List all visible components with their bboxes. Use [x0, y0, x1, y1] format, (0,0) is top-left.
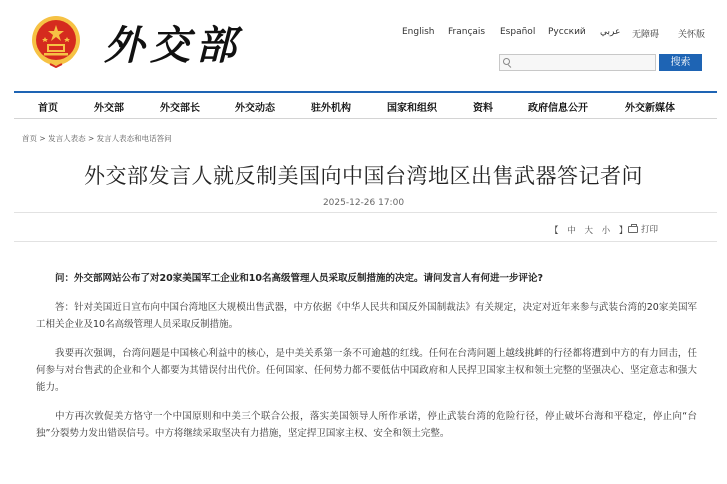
nav-item-minister[interactable]: 外交部长 — [160, 103, 200, 114]
breadcrumb — [22, 133, 172, 144]
lang-english[interactable]: English — [402, 27, 435, 37]
lang-russian[interactable]: Русский — [548, 27, 586, 37]
lang-arabic[interactable]: عربي — [600, 27, 621, 37]
breadcrumb-home[interactable]: 首页 — [22, 134, 37, 143]
nav-item-new-media[interactable]: 外交新媒体 — [625, 103, 675, 114]
article-body — [36, 270, 697, 454]
article-paragraph: 答：针对美国近日宣布向中国台湾地区大规模出售武器，中方依据《中华人民共和国反外国制裁法》有关规定，决定对近年来参与武装台湾的20家美国军工相关企业及10名高级管理人员采取反制措施。 — [36, 302, 697, 330]
font-size-large[interactable]: 中 — [567, 226, 576, 236]
printer-icon — [628, 226, 638, 233]
search-input[interactable] — [514, 61, 654, 76]
lang-spanish[interactable]: Español — [500, 27, 536, 37]
divider — [14, 241, 717, 242]
search-icon — [503, 58, 510, 65]
breadcrumb-spokesperson[interactable]: 发言人表态 — [48, 134, 86, 143]
breadcrumb-separator: > — [39, 134, 46, 143]
language-links — [0, 27, 727, 41]
publish-date: 2025-12-26 17:00 — [322, 198, 405, 208]
site-logo-text[interactable]: 外交部 — [104, 22, 242, 69]
search-box — [499, 54, 656, 71]
print-button[interactable] — [628, 223, 658, 235]
search-button[interactable]: 搜索 — [659, 54, 702, 71]
nav-bottom-border — [14, 118, 717, 119]
nav-item-gov-info[interactable]: 政府信息公开 — [528, 103, 588, 114]
breadcrumb-separator: > — [87, 134, 95, 143]
nav-item-diplomatic-news[interactable]: 外交动态 — [235, 103, 275, 114]
national-emblem-icon — [30, 14, 82, 68]
font-size-small[interactable]: 小 — [601, 226, 611, 236]
font-size-switcher — [547, 224, 630, 236]
nav-item-ministry[interactable]: 外交部 — [94, 103, 124, 114]
breadcrumb-current[interactable]: 发言人表态和电话答问 — [96, 134, 172, 143]
bracket-close: 】 — [618, 226, 628, 236]
lang-french[interactable]: Français — [448, 27, 486, 37]
nav-item-countries[interactable]: 国家和组织 — [387, 103, 437, 114]
article-question: 问：外交部网站公布了对20家美国军工企业和10名高级管理人员采取反制措施的决定。请问发言人有何进一步评论? — [55, 273, 543, 284]
article-paragraph: 我要再次强调，台湾问题是中国核心利益中的核心，是中美关系第一条不可逾越的红线。任何在台湾问题上越线挑衅的行径都将遭到中方的有力回击，任何参与对台售武的企业和个人都要为其错误付出代价。任何国家、任何势力都不要低估中国政府和人民捍卫国家主权和领土完整的坚强决心、坚定意志和强大能力。 — [36, 348, 697, 393]
article-paragraph: 中方再次敦促美方恪守一个中国原则和中美三个联合公报，落实美国领导人所作承诺，停止武装台湾的危险行径，停止破坏台海和平稳定，停止向“台独”分裂势力发出错误信号。中方将继续采取坚决有力措施，坚定捍卫国家主权、安全和领土完整。 — [36, 411, 697, 439]
nav-item-home[interactable]: 首页 — [38, 103, 58, 114]
divider — [14, 212, 717, 213]
accessibility-link[interactable]: 无障碍 — [632, 30, 660, 40]
font-size-medium[interactable]: 大 — [584, 226, 593, 236]
page-title: 外交部发言人就反制美国向中国台湾地区出售武器答记者问 — [84, 164, 643, 188]
elderly-care-link[interactable]: 关怀版 — [678, 30, 706, 40]
nav-item-resources[interactable]: 资料 — [473, 103, 493, 114]
main-nav — [14, 93, 717, 118]
nav-item-missions[interactable]: 驻外机构 — [311, 103, 351, 114]
bracket-open: 【 — [550, 226, 559, 236]
print-label: 打印 — [641, 225, 659, 235]
